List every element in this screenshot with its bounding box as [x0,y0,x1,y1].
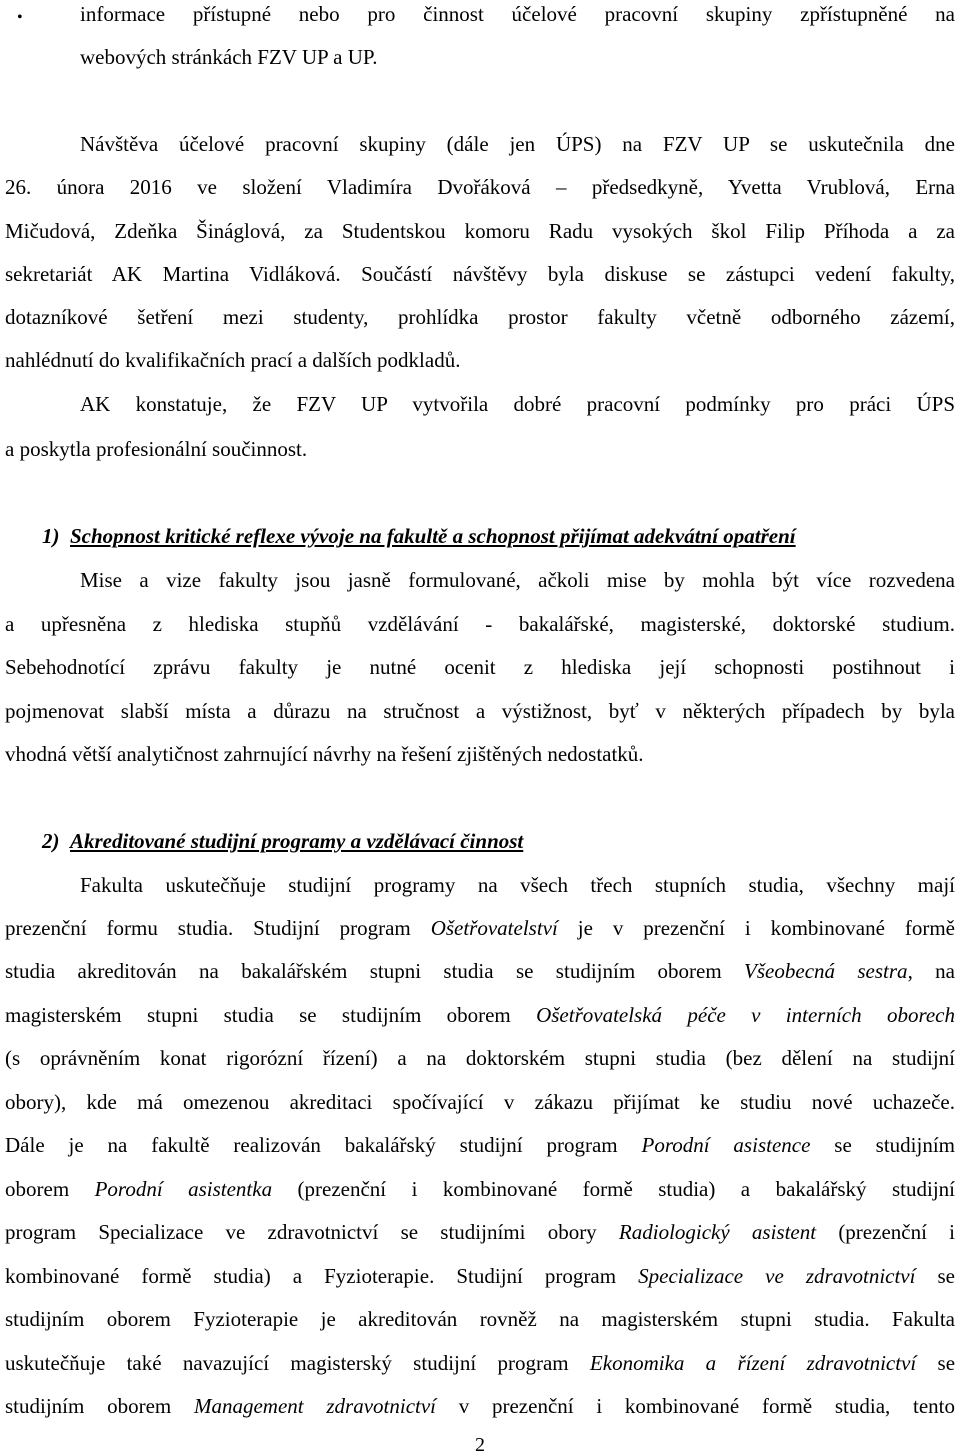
section-2-heading [42,828,523,854]
text-run: program Specializace ve zdravotnictví se studijními obory [5,1220,619,1244]
text-run: (prezenční i [816,1220,955,1244]
visit-line-4: sekretariát AK Martina Vidláková. Součástí návštěvy byla diskuse se zástupci vedení fakulty, [5,262,955,286]
visit-line-3: Mičudová, Zdeňka Šináglová, za Studentskou komoru Radu vysokých škol Filip Příhoda a za [5,219,955,243]
program-name: Ošetřovatelství [430,916,558,940]
text-run: je v prezenční i kombinované formě [557,916,955,940]
section-1-number: 1) [42,524,60,548]
section-2-line-1: Fakulta uskutečňuje studijní programy na všech třech stupních studia, všechny mají [80,873,955,897]
section-2-title: Akreditované studijní programy a vzdělávací činnost [70,829,524,853]
field-name: Všeobecná sestra [744,959,908,983]
program-name: Ekonomika a řízení zdravotnictví [589,1351,917,1375]
field-name: Radiologický asistent [618,1220,817,1244]
section-2-line-12 [5,1350,955,1376]
section-2-line-6: obory), kde má omezenou akreditaci spočívající v zákazu přijímat ke studiu nové uchazeče. [5,1090,955,1114]
visit-line-1: Návštěva účelové pracovní skupiny (dále jen ÚPS) na FZV UP se uskutečnila dne [80,132,955,156]
text-run: se [916,1351,956,1375]
text-run: kombinované formě studia) a Fyzioterapie. Studijní program [5,1264,639,1288]
section-1-line-5: vhodná větší analytičnost zahrnující návrhy na řešení zjištěných nedostatků. [5,742,644,766]
conclusion-line-1: AK konstatuje, že FZV UP vytvořila dobré pracovní podmínky pro práci ÚPS [80,392,955,416]
text-run: studijním oborem [5,1394,194,1418]
section-1-line-2: a upřesněna z hlediska stupňů vzdělávání - bakalářské, magisterské, doktorské studium. [5,612,955,636]
section-2-line-9 [5,1219,955,1245]
section-1-line-4: pojmenovat slabší místa a důrazu na stručnost a výstižnost, byť v některých případech by byla [5,699,955,723]
section-2-line-11: studijním oborem Fyzioterapie je akreditován rovněž na magisterském stupni studia. Fakulta [5,1307,955,1331]
section-2-line-7 [5,1132,955,1158]
section-2-line-8 [5,1176,955,1202]
bullet-line-2: webových stránkách FZV UP a UP. [80,45,378,69]
field-name: Ošetřovatelská péče v interních oborech [536,1003,955,1027]
field-name: Porodní asistentka [94,1177,273,1201]
text-run: (prezenční i kombinované formě studia) a bakalářský studijní [272,1177,955,1201]
section-2-line-5: (s oprávněním konat rigorózní řízení) a na doktorském stupni studia (bez dělení na studijní [5,1046,955,1070]
text-run: oborem [5,1177,95,1201]
page-number: 2 [475,1434,485,1456]
section-1-line-3: Sebehodnotící zprávu fakulty je nutné ocenit z hlediska její schopnosti postihnout i [5,655,955,679]
section-2-line-2 [5,915,955,941]
text-run: se [915,1264,956,1288]
section-1-line-1: Mise a vize fakulty jsou jasně formulované, ačkoli mise by mohla být více rozvedena [80,568,955,592]
text-run: , na [907,959,956,983]
program-name: Specializace ve zdravotnictví [638,1264,916,1288]
section-2-number: 2) [42,829,60,853]
text-run: uskutečňuje také navazující magisterský studijní program [5,1351,590,1375]
visit-line-2: 26. února 2016 ve složení Vladimíra Dvořáková – předsedkyně, Yvetta Vrublová, Erna [5,175,955,199]
text-run: prezenční formu studia. Studijní program [5,916,431,940]
bullet-dot-icon: • [17,9,23,26]
section-2-line-13 [5,1393,955,1419]
visit-line-5: dotazníkové šetření mezi studenty, prohlídka prostor fakulty včetně odborného zázemí, [5,305,955,329]
visit-line-6: nahlédnutí do kvalifikačních prací a dalších podkladů. [5,348,461,372]
field-name: Management zdravotnictví [193,1394,437,1418]
text-run: Dále je na fakultě realizován bakalářský studijní program [5,1133,642,1157]
section-1-heading [42,523,796,549]
section-2-line-10 [5,1263,955,1289]
section-2-line-4 [5,1002,955,1028]
program-name: Porodní asistence [641,1133,811,1157]
text-run: magisterském stupni studia se studijním oborem [5,1003,537,1027]
section-2-line-3 [5,958,955,984]
section-1-title: Schopnost kritické reflexe vývoje na fakultě a schopnost přijímat adekvátní opatření [70,524,796,548]
bullet-line-1: informace přístupné nebo pro činnost účelové pracovní skupiny zpřístupněné na [80,2,955,26]
text-run: studia akreditován na bakalářském stupni studia se studijním oborem [5,959,745,983]
text-run: v prezenční i kombinované formě studia, tento [436,1394,955,1418]
conclusion-line-2: a poskytla profesionální součinnost. [5,437,308,461]
text-run: se studijním [810,1133,956,1157]
